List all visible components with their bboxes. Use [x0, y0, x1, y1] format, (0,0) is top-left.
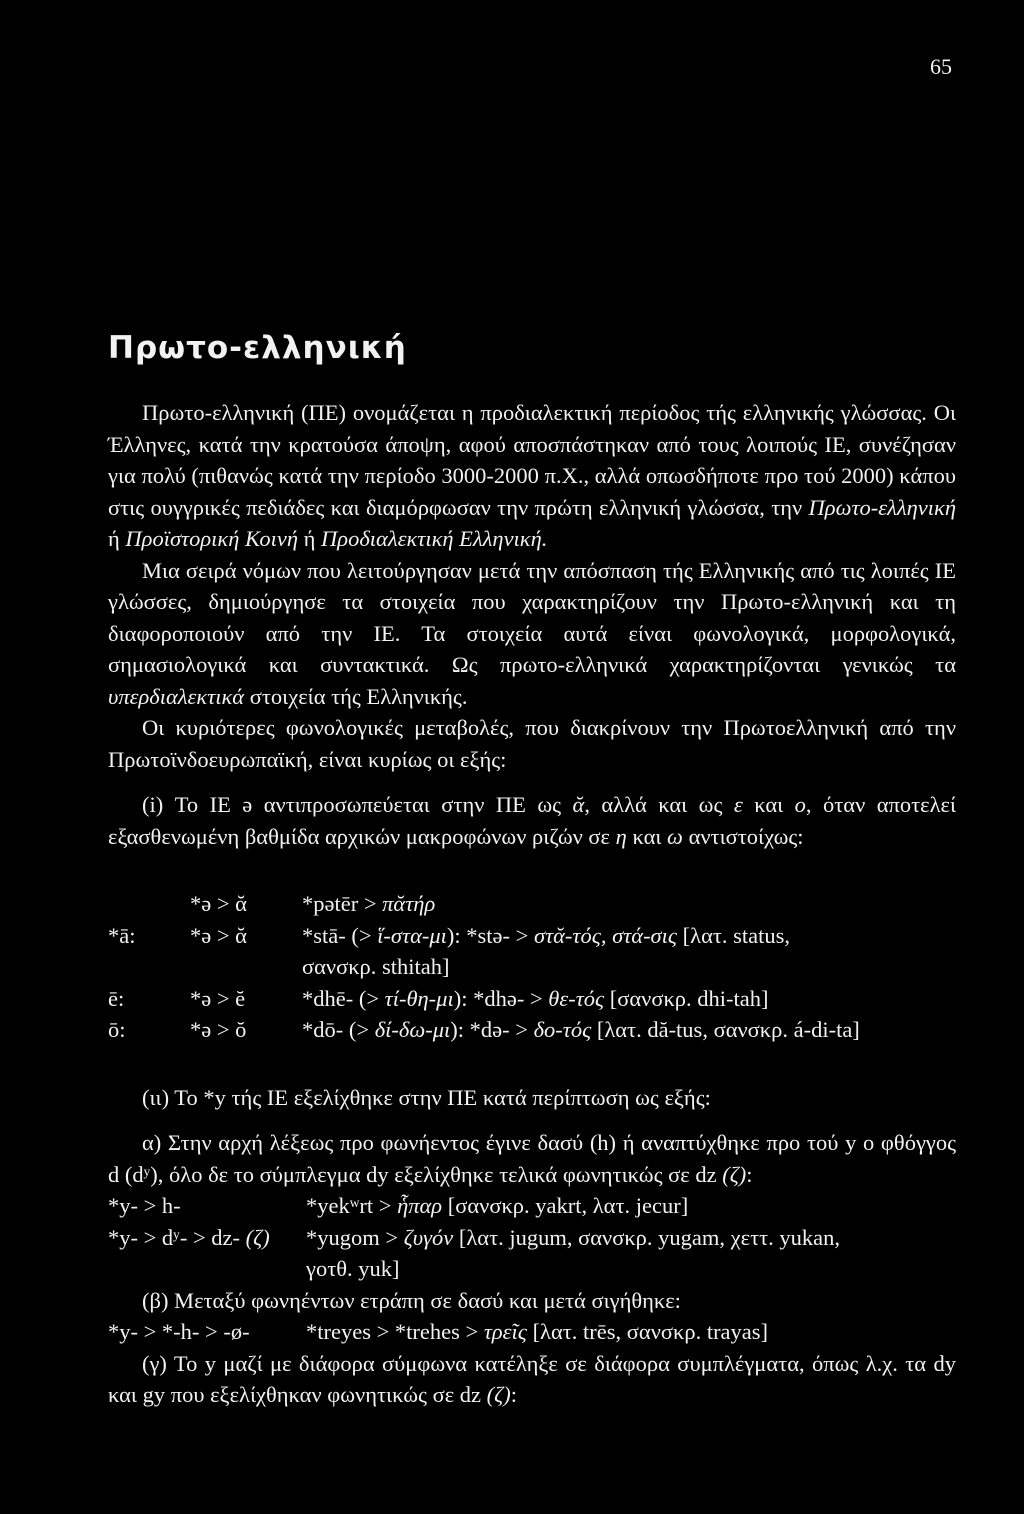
sound-change	[108, 1222, 306, 1254]
table-row	[108, 1014, 956, 1046]
text-segment: :	[746, 1161, 753, 1187]
schwa-table	[108, 888, 956, 1046]
paragraph-y	[108, 1082, 956, 1114]
example-word	[306, 1316, 956, 1348]
text-segment: *treyes > *trehes >	[306, 1319, 484, 1344]
text-segment: ): *dhə- >	[453, 985, 549, 1011]
italic-text: δί-δω-μι	[374, 1017, 451, 1042]
paragraph-laws	[108, 555, 956, 713]
italic-text: (ζ)	[486, 1382, 511, 1407]
text-segment: *yekʷrt >	[306, 1193, 398, 1218]
text-segment: [λατ. dă-tus, σανσκρ. á-di-ta]	[591, 1017, 860, 1042]
italic-text: πᾰτήρ	[382, 891, 436, 916]
text-segment: *dhē- (>	[302, 985, 385, 1011]
table-row	[108, 983, 956, 1015]
text-segment: ή	[298, 526, 322, 551]
text-segment: (γ) Το y μαζί με διάφορα σύμφωνα κατέληξε σε διάφορα συμπλέγματα, όπως λ.χ. τα dy και gy που εξελίχθηκαν φωνητικώς σε dz	[108, 1350, 956, 1407]
text-segment: [σανσκρ. dhi-tah]	[604, 985, 769, 1011]
sound-change	[108, 1316, 306, 1348]
text-segment: *pətēr >	[302, 891, 383, 916]
paragraph-y-intervocalic	[108, 1285, 956, 1317]
table-row	[108, 888, 956, 920]
y-examples-intervocalic	[108, 1316, 956, 1348]
paragraph-y-initial	[108, 1127, 956, 1190]
italic-text: Προδιαλεκτική Ελληνική.	[321, 526, 548, 551]
example-cell	[302, 983, 956, 1015]
text-segment: και	[742, 792, 795, 817]
italic-text: ε	[733, 792, 743, 817]
example-word	[306, 1190, 956, 1222]
table-row	[108, 951, 956, 983]
text-segment: (ιι) Το *y τής ΙΕ εξελίχθηκε στην ΠΕ κατά περίπτωση ως εξής:	[142, 1084, 711, 1110]
example-row	[108, 1316, 956, 1348]
text-segment: ): *də- >	[450, 1017, 534, 1042]
text-segment: αντιστοίχως:	[682, 823, 804, 849]
italic-text: στᾰ-τός, στά-σις	[533, 922, 678, 948]
paragraph-y-clusters	[108, 1348, 956, 1411]
vowel-cell	[108, 951, 190, 983]
italic-text: τρεῖς	[483, 1319, 527, 1344]
reflex-cell: *ə > ᾰ	[190, 922, 247, 948]
text-segment: (i) Το ΙΕ ə αντιπροσωπεύεται στην ΠΕ ως	[142, 792, 573, 817]
vowel-cell: ē:	[108, 985, 125, 1011]
vowel-cell: *ā:	[108, 922, 136, 948]
text-segment: Οι κυριότερες φωνολογικές μεταβολές, που διακρίνουν την Πρωτοελληνική από την Πρωτοϊνδοευρωπαϊκή, είναι κυρίως οι εξής:	[108, 715, 956, 772]
text-segment: , αλλά και ως	[584, 792, 734, 817]
reflex-cell: *ə > ᾰ	[190, 891, 247, 916]
text-segment: και	[626, 823, 668, 849]
body-text	[108, 397, 956, 1411]
vowel-cell	[108, 888, 190, 920]
text-segment: *stā- (>	[302, 922, 378, 948]
text-segment: *yugom >	[306, 1224, 404, 1250]
text-segment: Μια σειρά νόμων που λειτούργησαν μετά την απόσπαση τής Ελληνικής από τις λοιπές ΙΕ γλώσσες, δημιούργησε τα στοιχεία που χαρακτηρίζουν την Πρωτο-ελληνική και τη διαφοροποιούν από την ΙΕ. Τα στοιχεία αυτά είναι φωνολογικά, μορφολογικά, σημασιολογικά και συντακτικά. Ως πρωτο-ελληνικά χαρακτηρίζονται γενικώς τα	[108, 557, 956, 677]
example-cell	[302, 1014, 956, 1046]
page-number: 65	[930, 54, 952, 79]
text-segment: [λατ. status,	[677, 922, 791, 948]
italic-text: δο-τός	[533, 1017, 592, 1042]
italic-text: θε-τός	[548, 985, 605, 1011]
example-word	[306, 1222, 956, 1254]
y-example-continuation: γοτθ. yuk]	[306, 1256, 400, 1281]
italic-text: Πρωτο-ελληνική	[808, 494, 956, 520]
text-segment: , όταν αποτελεί εξασθενωμένη βαθμίδα αρχικών μακροφώνων ριζών σε	[108, 792, 956, 849]
italic-text: ζυγόν	[403, 1224, 454, 1250]
italic-text: η	[615, 823, 627, 849]
text-segment: [λατ. trēs, σανσκρ. trayas]	[526, 1319, 769, 1344]
paragraph-schwa	[108, 789, 956, 852]
italic-text: (ζ)	[722, 1161, 747, 1187]
reflex-cell	[190, 951, 302, 983]
italic-text: υπερδιαλεκτικά	[108, 683, 245, 709]
italic-text: ἵ-στα-μι	[377, 922, 447, 948]
text-segment: Πρωτο-ελληνική (ΠΕ) ονομάζεται η προδιαλεκτική περίοδος τής ελληνικής γλώσσας. Οι Έλληνες, κατά την κρατούσα άποψη, αφού αποσπάστηκαν από τους λοιπούς ΙΕ, συνέζησαν για πολύ (πιθανώς κατά την περίοδο 3000-2000 π.Χ., αλλά οπωσδήποτε προ τού 2000) κάπου στις ουγγρικές πεδιάδες και διαμόρφωσαν την πρώτη ελληνική γλώσσα, την	[108, 400, 956, 520]
italic-text: ἧπαρ	[397, 1193, 443, 1218]
italic-text: (ζ)	[245, 1224, 270, 1250]
reflex-cell: *ə > ŏ	[190, 1017, 247, 1042]
chapter-title: Πρωτο-ελληνική	[108, 330, 407, 366]
italic-text: ᾰ	[572, 792, 585, 817]
example-cell	[302, 920, 956, 952]
example-cell	[302, 888, 956, 920]
text-segment: :	[510, 1382, 517, 1407]
text-segment: α) Στην αρχή λέξεως προ φωνήεντος έγινε δασύ (h) ή αναπτύχθηκε προ τού y ο φθόγγος d (dʸ), όλο δε το σύμπλεγμα dy εξελίχθηκε τελικά φωνητικώς σε dz	[108, 1130, 956, 1187]
example-row	[108, 1190, 956, 1222]
sound-change	[108, 1190, 306, 1222]
example-row	[108, 1222, 956, 1254]
text-segment: *y- > dʸ- > dz-	[108, 1224, 246, 1250]
paragraph-changes	[108, 712, 956, 775]
text-segment: [λατ. jugum, σανσκρ. yugam, χεττ. yukan,	[453, 1224, 841, 1250]
italic-text: ω	[667, 823, 683, 849]
vowel-cell: ō:	[108, 1017, 126, 1042]
text-segment: *y- > *-h- > -ø-	[108, 1319, 250, 1344]
reflex-cell: *ə > ĕ	[190, 985, 246, 1011]
italic-text: Προϊστορική Κοινή	[125, 526, 299, 551]
paragraph-intro	[108, 397, 956, 555]
text-segment: *dō- (>	[302, 1017, 375, 1042]
text-segment: (β) Μεταξύ φωνηέντων ετράπη σε δασύ και μετά σιγήθηκε:	[142, 1287, 681, 1313]
italic-text: ο	[794, 792, 806, 817]
text-segment: ): *stə- >	[446, 922, 534, 948]
text-segment: ή	[108, 526, 126, 551]
italic-text: τί-θη-μι	[384, 985, 454, 1011]
text-segment: στοιχεία τής Ελληνικής.	[244, 683, 468, 709]
text-segment: *y- > h-	[108, 1193, 181, 1218]
text-segment: σανσκρ. sthitah]	[302, 954, 450, 979]
text-segment: [σανσκρ. yakrt, λατ. jecur]	[442, 1193, 689, 1218]
table-row	[108, 920, 956, 952]
example-cell	[302, 951, 956, 983]
y-examples-initial	[108, 1190, 956, 1253]
